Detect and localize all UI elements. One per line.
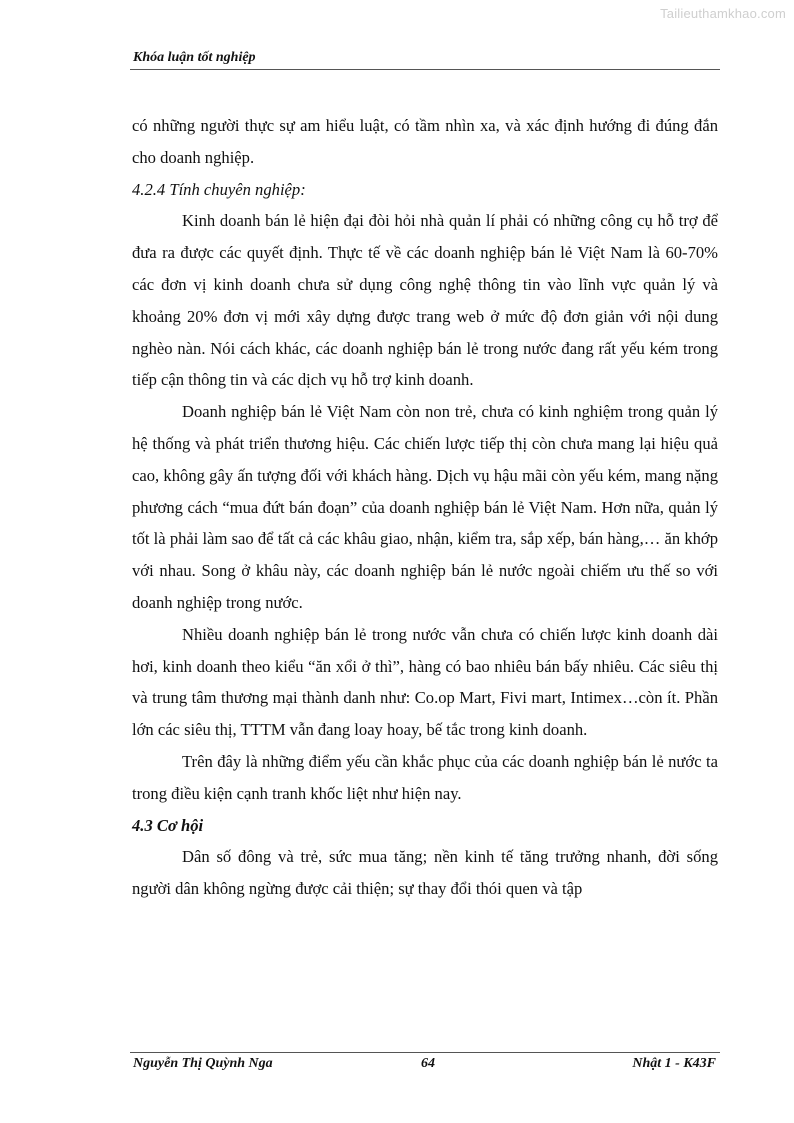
footer-class: Nhật 1 - K43F	[632, 1056, 716, 1071]
paragraph-continuation: có những người thực sự am hiểu luật, có tầm nhìn xa, và xác định hướng đi đúng đắn cho doanh nghiệp.	[132, 116, 718, 167]
footer-divider	[130, 1052, 720, 1053]
header-divider	[130, 69, 720, 70]
paragraph-strategy: Nhiều doanh nghiệp bán lẻ trong nước vẫn chưa có chiến lược kinh doanh dài hơi, kinh doanh theo kiểu “ăn xổi ở thì”, hàng có bao nhiêu bán bấy nhiêu. Các siêu thị và trung tâm thương mại thành danh như: Co.op Mart, Fivi mart, Intimex…còn ít. Phần lớn các siêu thị, TTTM vẫn đang loay hoay, bế tắc trong kinh doanh.	[132, 624, 718, 740]
section-heading-4-2-4: 4.2.4 Tính chuyên nghiệp:	[132, 179, 306, 199]
paragraph-tools: Kinh doanh bán lẻ hiện đại đòi hỏi nhà quản lí phải có những công cụ hỗ trợ để đưa ra được các quyết định. Thực tế về các doanh nghiệp bán lẻ Việt Nam là 60-70% các đơn vị kinh doanh chưa sử dụng công nghệ thông tin vào lĩnh vực quản lý và khoảng 20% đơn vị mới xây dựng được trang web ở mức độ đơn giản với nội dung nghèo nàn. Nói cách khác, các doanh nghiệp bán lẻ trong nước đang rất yếu kém trong tiếp cận thông tin và các dịch vụ hỗ trợ kinh doanh.	[132, 211, 718, 390]
footer-author: Nguyễn Thị Quỳnh Nga	[133, 1056, 273, 1071]
running-header-title: Khóa luận tốt nghiệp	[133, 50, 256, 65]
paragraph-opportunity: Dân số đông và trẻ, sức mua tăng; nền kinh tế tăng trưởng nhanh, đời sống người dân không ngừng được cải thiện; sự thay đổi thói quen và tập	[132, 847, 718, 899]
watermark-text: Tailieuthamkhao.com	[660, 6, 786, 21]
page-body	[132, 110, 718, 905]
page-footer	[133, 1056, 716, 1076]
section-heading-4-3: 4.3 Cơ hội	[132, 815, 204, 835]
paragraph-summary: Trên đây là những điểm yếu cần khắc phục của các doanh nghiệp bán lẻ nước ta trong điều kiện cạnh tranh khốc liệt như hiện nay.	[132, 751, 718, 803]
page-number: 64	[421, 1056, 435, 1071]
paragraph-brand-management: Doanh nghiệp bán lẻ Việt Nam còn non trẻ, chưa có kinh nghiệm trong quản lý hệ thống và phát triển thương hiệu. Các chiến lược tiếp thị còn chưa mang lại hiệu quả cao, không gây ấn tượng đối với khách hàng. Dịch vụ hậu mãi còn yếu kém, mang nặng phương cách “mua đứt bán đoạn” của doanh nghiệp bán lẻ Việt Nam. Hơn nữa, quản lý tốt là phải làm sao để tất cả các khâu giao, nhận, kiểm tra, sắp xếp, bán hàng,… ăn khớp với nhau. Song ở khâu này, các doanh nghiệp bán lẻ nước ngoài chiếm ưu thế so với doanh nghiệp trong nước.	[132, 402, 718, 612]
